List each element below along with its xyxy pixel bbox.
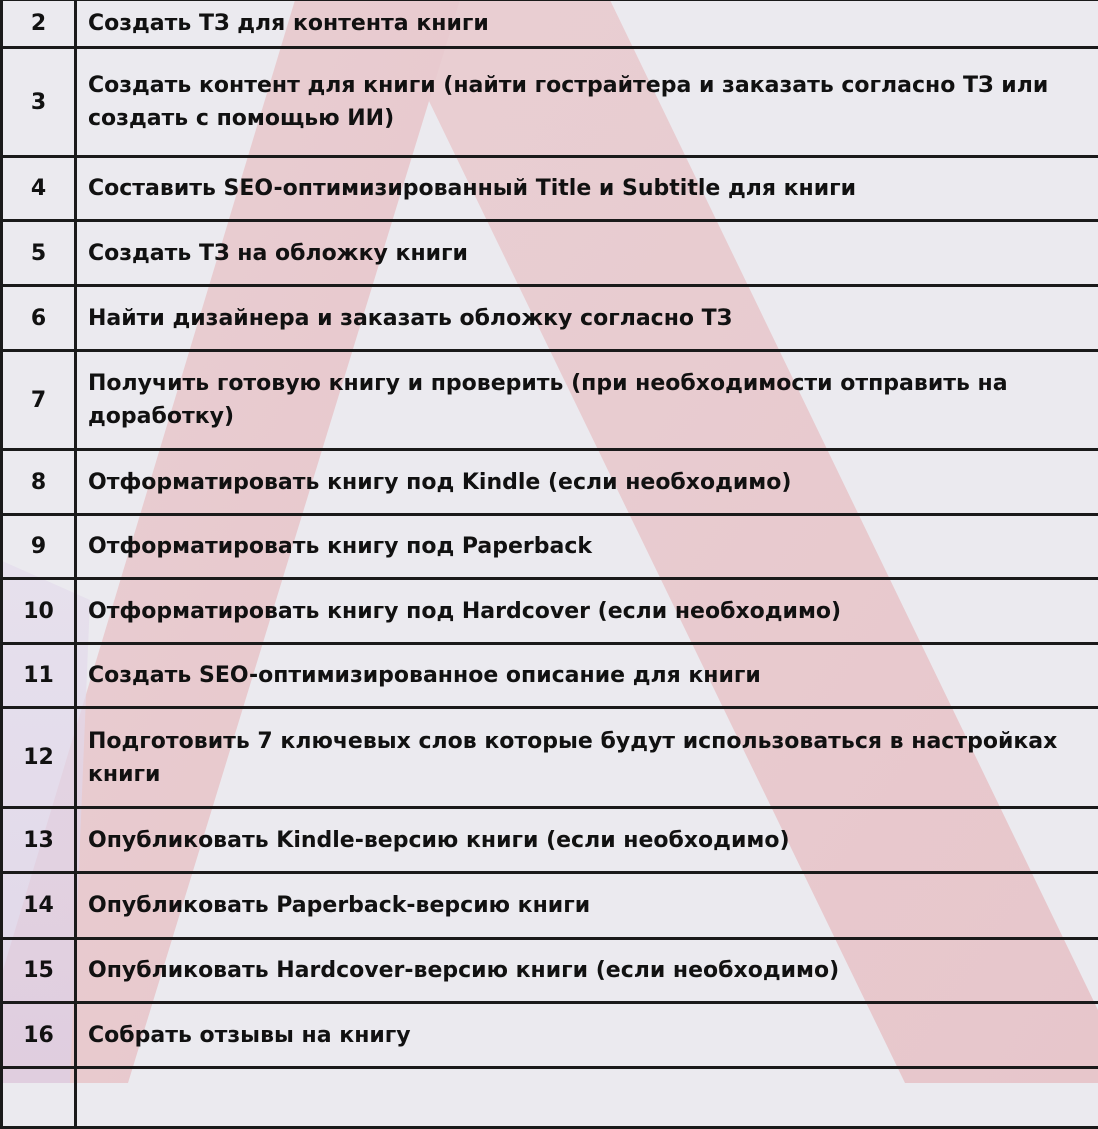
step-number: 10 (2, 579, 76, 644)
step-number: 11 (2, 644, 76, 708)
task-text: Получить готовую книгу и проверить (при необходимости отправить на доработку) (76, 351, 1098, 450)
table-row (2, 579, 1098, 644)
task-text: Найти дизайнера и заказать обложку согласно ТЗ (76, 286, 1098, 351)
table-row (2, 939, 1098, 1003)
task-text: Опубликовать Hardcover-версию книги (если необходимо) (76, 939, 1098, 1003)
task-text: Составить SEO-оптимизированный Title и Subtitle для книги (76, 157, 1098, 221)
task-text: Создать SEO-оптимизированное описание для книги (76, 644, 1098, 708)
task-text: Отформатировать книгу под Kindle (если необходимо) (76, 450, 1098, 515)
table-row (2, 1068, 1098, 1128)
step-number: 15 (2, 939, 76, 1003)
step-number: 2 (2, 0, 76, 48)
table-row (2, 515, 1098, 579)
task-text: Создать контент для книги (найти гострайтера и заказать согласно ТЗ или создать с помощью ИИ) (76, 48, 1098, 157)
table-row (2, 157, 1098, 221)
step-number: 13 (2, 808, 76, 873)
step-number: 9 (2, 515, 76, 579)
table-row (2, 286, 1098, 351)
table-row (2, 48, 1098, 157)
task-text: Собрать отзывы на книгу (76, 1003, 1098, 1068)
task-text: Отформатировать книгу под Paperback (76, 515, 1098, 579)
table-row (2, 221, 1098, 286)
step-number: 7 (2, 351, 76, 450)
step-number: 6 (2, 286, 76, 351)
task-text: Отформатировать книгу под Hardcover (если необходимо) (76, 579, 1098, 644)
table-row (2, 450, 1098, 515)
table-row (2, 708, 1098, 808)
step-number: 16 (2, 1003, 76, 1068)
step-number (2, 1068, 76, 1128)
table-row (2, 808, 1098, 873)
table-row (2, 0, 1098, 48)
task-text: Опубликовать Kindle-версию книги (если необходимо) (76, 808, 1098, 873)
table-row (2, 873, 1098, 939)
task-text (76, 1068, 1098, 1128)
table-row (2, 1003, 1098, 1068)
task-text: Создать ТЗ для контента книги (76, 0, 1098, 48)
step-number: 4 (2, 157, 76, 221)
task-text: Опубликовать Paperback-версию книги (76, 873, 1098, 939)
task-text: Создать ТЗ на обложку книги (76, 221, 1098, 286)
step-number: 12 (2, 708, 76, 808)
step-number: 8 (2, 450, 76, 515)
task-text: Подготовить 7 ключевых слов которые будут использоваться в настройках книги (76, 708, 1098, 808)
table-row (2, 644, 1098, 708)
step-number: 14 (2, 873, 76, 939)
table-row (2, 351, 1098, 450)
step-number: 3 (2, 48, 76, 157)
step-number: 5 (2, 221, 76, 286)
